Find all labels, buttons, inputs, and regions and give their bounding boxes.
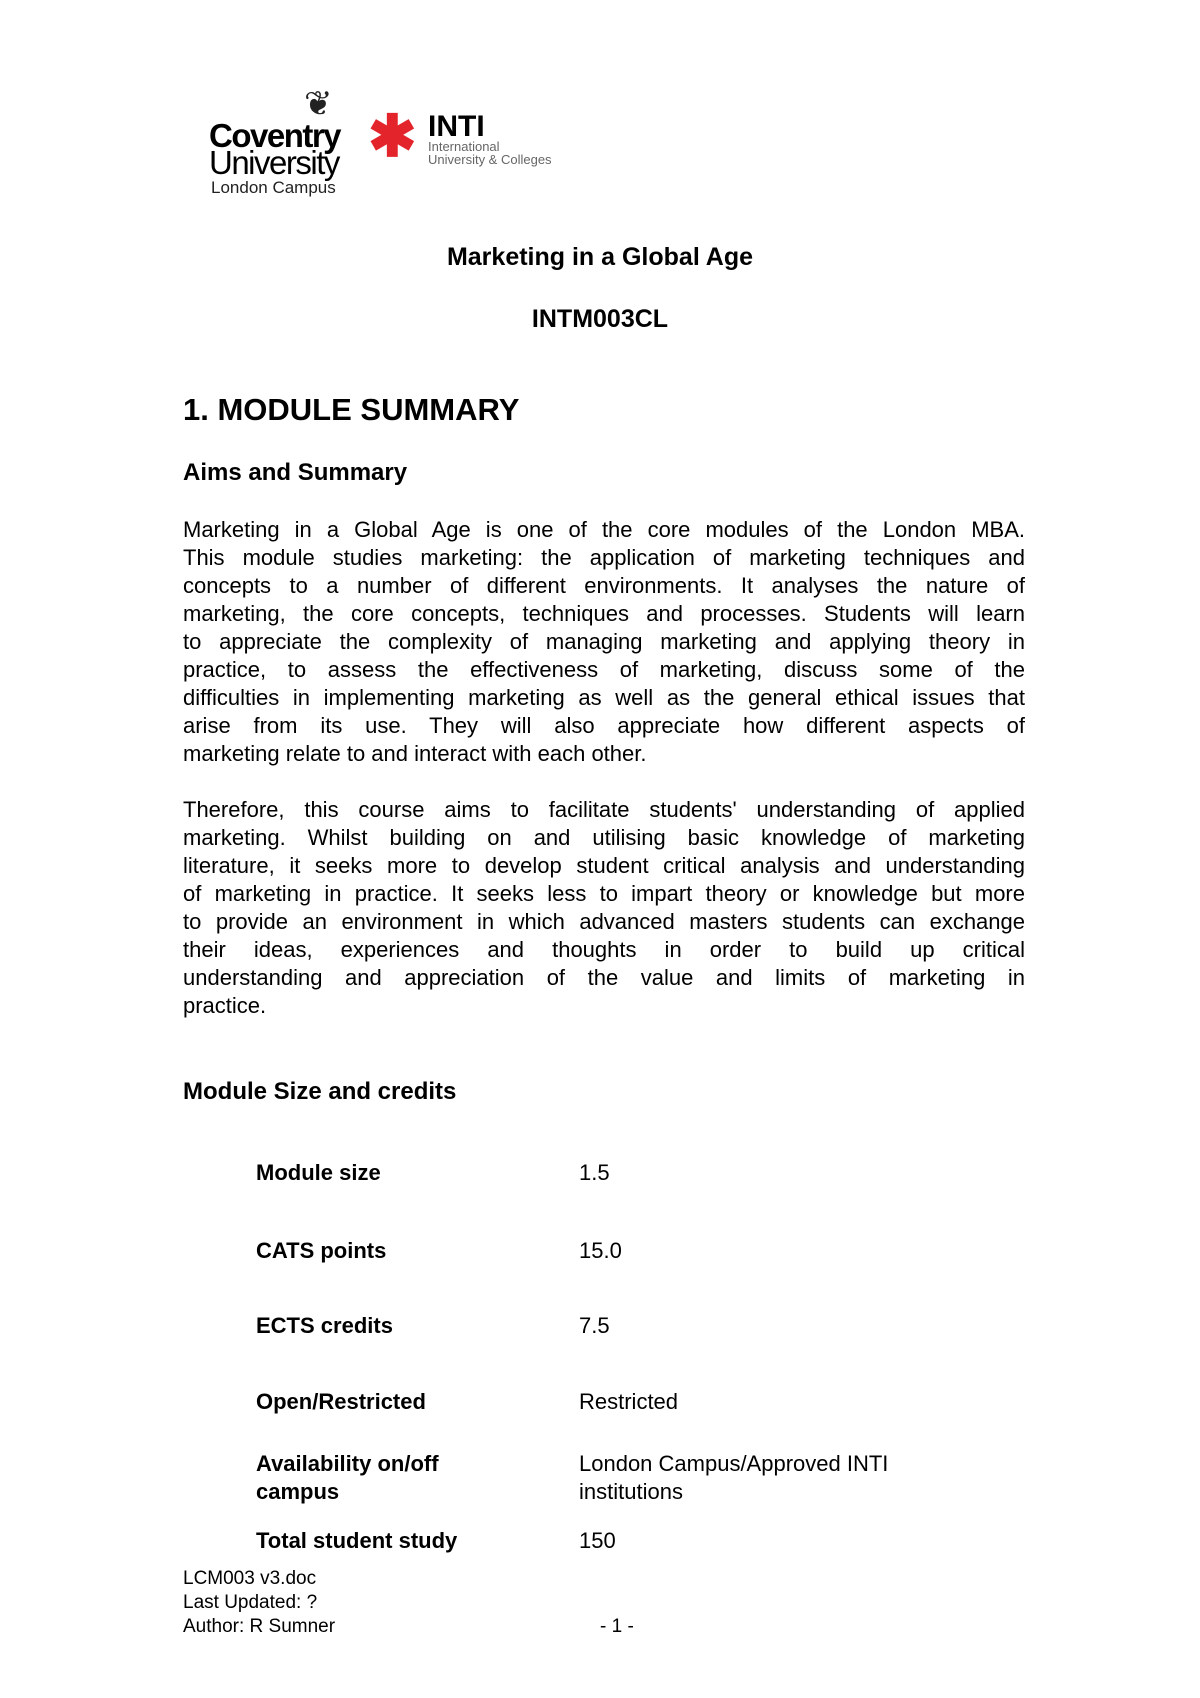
row-label: Total student study xyxy=(256,1528,458,1553)
row-label-line: campus xyxy=(256,1479,340,1504)
phoenix-icon: ❦ xyxy=(304,85,333,123)
aims-paragraph-1 xyxy=(183,516,1025,768)
row-value: 7.5 xyxy=(579,1313,610,1338)
paragraph-line: to appreciate the complexity of managing marketing and applying theory in xyxy=(183,629,1025,654)
page-number: - 1 - xyxy=(600,1616,634,1637)
row-value: 1.5 xyxy=(579,1160,610,1185)
row-label: Open/Restricted xyxy=(256,1389,426,1414)
row-label xyxy=(256,1450,439,1506)
row-value xyxy=(579,1450,888,1506)
row-label: ECTS credits xyxy=(256,1313,393,1338)
row-value-line: institutions xyxy=(579,1479,683,1504)
aims-heading: Aims and Summary xyxy=(183,459,408,486)
paragraph-line: marketing. Whilst building on and utilising basic knowledge of marketing xyxy=(183,825,1025,850)
paragraph-line: This module studies marketing: the application of marketing techniques and xyxy=(183,545,1025,570)
module-size-heading: Module Size and credits xyxy=(183,1078,457,1105)
paragraph-line: concepts to a number of different environments. It analyses the nature of xyxy=(183,573,1025,598)
paragraph-line: practice, to assess the effectiveness of marketing, discuss some of the xyxy=(183,657,1025,682)
row-value-line: London Campus/Approved INTI xyxy=(579,1451,889,1476)
logo-text: London Campus xyxy=(211,178,336,197)
paragraph-line: to provide an environment in which advanced masters students can exchange xyxy=(183,909,1025,934)
star-icon: ✱ xyxy=(368,104,417,169)
document-title: Marketing in a Global Age xyxy=(446,243,754,271)
paragraph-line: Marketing in a Global Age is one of the core modules of the London MBA. xyxy=(183,517,1025,542)
logo-text: University xyxy=(209,144,339,181)
footer-author: Author: R Sumner xyxy=(183,1616,336,1637)
section-heading: 1. MODULE SUMMARY xyxy=(183,392,520,427)
paragraph-line: marketing relate to and interact with each other. xyxy=(183,741,647,766)
row-label: Module size xyxy=(256,1160,381,1185)
module-code: INTM003CL xyxy=(531,305,669,333)
paragraph-line: of marketing in practice. It seeks less to impart theory or knowledge but more xyxy=(183,881,1025,906)
paragraph-line: Therefore, this course aims to facilitate students' understanding of applied xyxy=(183,797,1025,822)
paragraph-line: arise from its use. They will also appreciate how different aspects of xyxy=(183,713,1025,738)
footer-updated: Last Updated: ? xyxy=(183,1592,318,1613)
coventry-university-logo xyxy=(209,87,354,197)
paragraph-line: understanding and appreciation of the value and limits of marketing in xyxy=(183,965,1025,990)
footer-filename: LCM003 v3.doc xyxy=(183,1568,317,1589)
row-value: 15.0 xyxy=(579,1238,622,1263)
inti-logo xyxy=(368,104,558,172)
paragraph-line: their ideas, experiences and thoughts in order to build up critical xyxy=(183,937,1025,962)
aims-paragraph-2 xyxy=(183,796,1025,1020)
row-label-line: Availability on/off xyxy=(256,1451,439,1476)
logo-text: INTI xyxy=(428,110,485,143)
paragraph-line: difficulties in implementing marketing as well as the general ethical issues that xyxy=(183,685,1025,710)
row-label: CATS points xyxy=(256,1238,387,1263)
paragraph-line: marketing, the core concepts, techniques and processes. Students will learn xyxy=(183,601,1025,626)
logo-text: University & Colleges xyxy=(428,152,552,167)
paragraph-line: practice. xyxy=(183,993,267,1018)
row-value: 150 xyxy=(579,1528,616,1553)
paragraph-line: literature, it seeks more to develop student critical analysis and understanding xyxy=(183,853,1025,878)
logo-text: International xyxy=(428,139,500,154)
row-value: Restricted xyxy=(579,1389,679,1414)
logo-text: Coventry xyxy=(209,117,341,154)
